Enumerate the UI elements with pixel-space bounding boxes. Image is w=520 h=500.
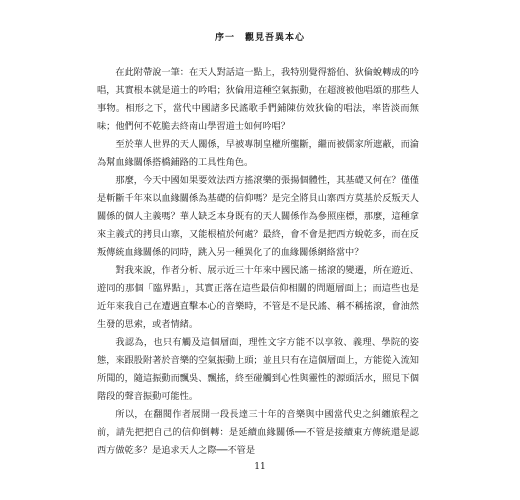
page-number: 11 bbox=[254, 462, 266, 472]
running-header: 序一 觀見吾異本心 bbox=[214, 33, 305, 43]
paragraph: 對我來說，作者分析、展示近三十年來中國民謠－搖滾的變遷，所在遊近、遊同的那個「臨界點」，其實正落在這些最信仰相關的問題層面上；而這些也是近年來我自己在遭遇直擊本心的音樂時，不管是不是民謠、稱不稱搖滾，會油然生發的思索，或者情緒。 bbox=[97, 265, 419, 330]
paragraph: 至於華人世界的天人關係，早被專制皇權所壟斷，繼而被儒家所遮蔽，而淪為幫血緣關係搭橋鋪路的工具性角色。 bbox=[97, 139, 419, 168]
paragraph: 所以，在翻閱作者展開一段長達三十年的音樂與中國當代史之糾纏旅程之前，請先把把自己的信仰倒轉：是延續血緣關係──不管是接續東方傳統還是認西方做乾多？是追求天人之際──不管是 bbox=[97, 409, 419, 456]
body-text bbox=[97, 64, 419, 460]
paragraph: 我認為，也只有觸及這個層面，理性文字方能不以享敘、義理、學院的姿態，來跟股附著於音樂的空氣振動上頭；並且只有在這個層面上，方能從入流知所聞的，隨這振動而飄吳、飄搖，終至碰觸到心性與靈性的源頭活水，照見下個階段的聲音振動可能性。 bbox=[97, 337, 419, 402]
paragraph: 在此附帶說一筆：在天人對話這一點上，我特別覺得豁伯、狄倫蛻轉成的吟唱，其實根本就是道士的吟唱；狄倫用這種空氣振動，在超渡被他唱頌的那些人事物。相形之下，當代中國諸多民謠歌手們鋪陳仿效狄倫的唱法，率皆淡而無味；他們何不乾脆去終南山學習道士如何吟唱？ bbox=[97, 67, 419, 132]
paragraph: 那麼，今天中國如果要效法西方搖滾樂的張揚個體性，其基礎又何在？僅僅是斬斷千年來以血緣關係為基礎的信仰嗎？是完全將貝山寨西方莫基於反叛天人關係的個人主義嗎？華人缺乏本身既有的天人關係作為參照座標，那麼，這種拿來主義式的拷貝山寨，又能根植於何處？最終，會不會是把西方蛻乾多，而在反叛傳統血緣關係的同時，跳入另一種異化了的血緣關係網絡當中？ bbox=[97, 175, 419, 258]
